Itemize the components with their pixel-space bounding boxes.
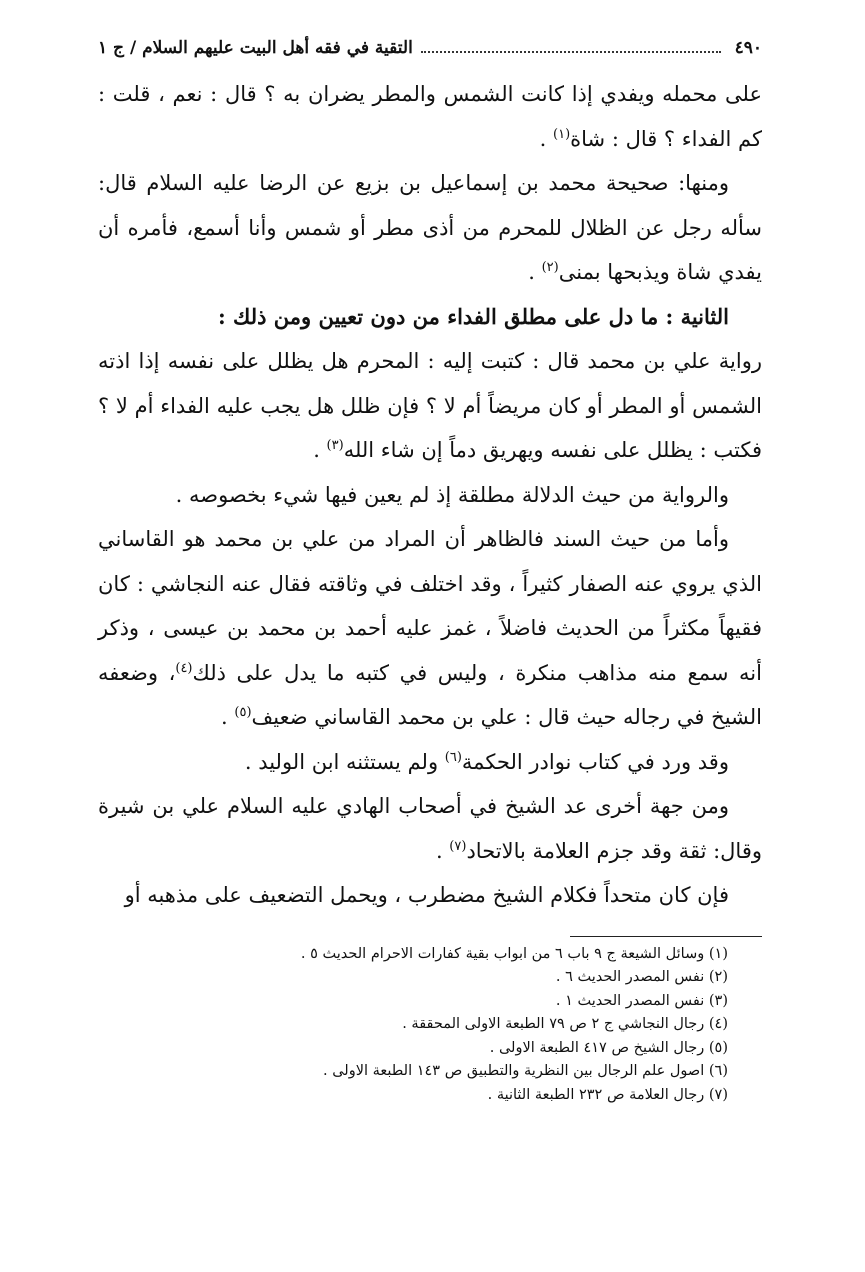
paragraph-7: ومن جهة أخرى عد الشيخ في أصحاب الهادي عليه السلام علي بن شيرة وقال: ثقة وقد جزم العلامة بالاتحاد$^{(٧)}$ . [98,794,762,863]
footnote-divider [570,936,762,937]
paragraph-1: على محمله ويفدي إذا كانت الشمس والمطر يضران به ؟ قال : نعم ، قلت : كم الفداء ؟ قال : شاة$^{(١)}$ . [98,82,762,151]
paragraph-3: رواية علي بن محمد قال : كتبت إليه : المحرم هل يظلل على نفسه إذا اذته الشمس أو المطر أو كان مريضاً أم لا ؟ فإن ظلل هل يجب عليه الفداء أم لا ؟ فكتب : يظلل على نفسه ويهريق دماً إن شاء الله$^{(٣)}$ . [98,349,762,462]
footnote-ref-3: (٣) [326,438,344,453]
footnote-5: (٥) رجال الشيخ ص ٤١٧ الطبعة الاولى . [489,1039,728,1056]
footnotes [98,943,762,1108]
footnote-ref-2: (٢) [541,260,559,275]
header-leader-dots [421,51,721,53]
footnote-4: (٤) رجال النجاشي ج ٢ ص ٧٩ الطبعة الاولى المحققة . [402,1016,728,1032]
footnote-2: (٢) نفس المصدر الحديث ٦ . [555,969,728,985]
book-page [98,38,762,1107]
footnote-1: (١) وسائل الشيعة ج ٩ باب ٦ من ابواب بقية كفارات الاحرام الحديث ٥ . [300,945,728,962]
footnote-7: (٧) رجال العلامة ص ٢٣٢ الطبعة الثانية . [487,1086,728,1103]
footnote-ref-1: (١) [553,126,571,142]
running-header [98,38,762,68]
paragraph-2: ومنها: صحيحة محمد بن إسماعيل بن بزيع عن الرضا عليه السلام قال: سأله رجل عن الظلال للمحرم من أذى مطر أو شمس وأنا أسمع، فأمره أن يفدي شاة ويذبحها بمنى$^{(٢)}$ . [98,171,762,284]
paragraph-5: وأما من حيث السند فالظاهر أن المراد من علي بن محمد هو القاساني الذي يروي عنه الصفار كثيراً ، وقد اختلف في وثاقته فقال عنه النجاشي : كان فقيهاً مكثراً من الحديث فاضلاً ، غمز عليه أحمد بن محمد بن عيسى ، وذكر أنه سمع منه مذاهب منكرة ، وليس في كتبه ما يدل على ذلك$^{(٤)}$، وضعفه الشيخ في رجاله حيث قال : علي بن محمد القاساني ضعيف$^{(٥)}$ . [98,527,762,729]
paragraph-4: والرواية من حيث الدلالة مطلقة إذ لم يعين فيها شيء بخصوصه . [175,482,729,507]
paragraph-6: وقد ورد في كتاب نوادر الحكمة$^{(٦)}$ ولم يستثنه ابن الوليد . [244,749,729,774]
section-heading: الثانية : ما دل على مطلق الفداء من دون تعيين ومن ذلك : [217,303,729,329]
footnote-ref-5: (٥) [234,705,252,720]
paragraph-8: فإن كان متحداً فكلام الشيخ مضطرب ، ويحمل التضعيف على مذهبه أو [124,883,729,907]
running-title: التقية في فقه أهل البيت عليهم السلام / ج ١ [98,38,413,58]
footnote-ref-7: (٧) [449,838,467,854]
footnote-ref-4: (٤) [175,660,193,676]
page-number: ٤٩٠ [734,38,762,58]
footnote-3: (٣) نفس المصدر الحديث ١ . [555,992,728,1009]
footnote-6: (٦) اصول علم الرجال بين النظرية والتطبيق ص ١٤٣ الطبعة الاولى . [322,1063,728,1079]
footnote-ref-6: (٦) [444,749,462,765]
main-text [98,72,762,918]
